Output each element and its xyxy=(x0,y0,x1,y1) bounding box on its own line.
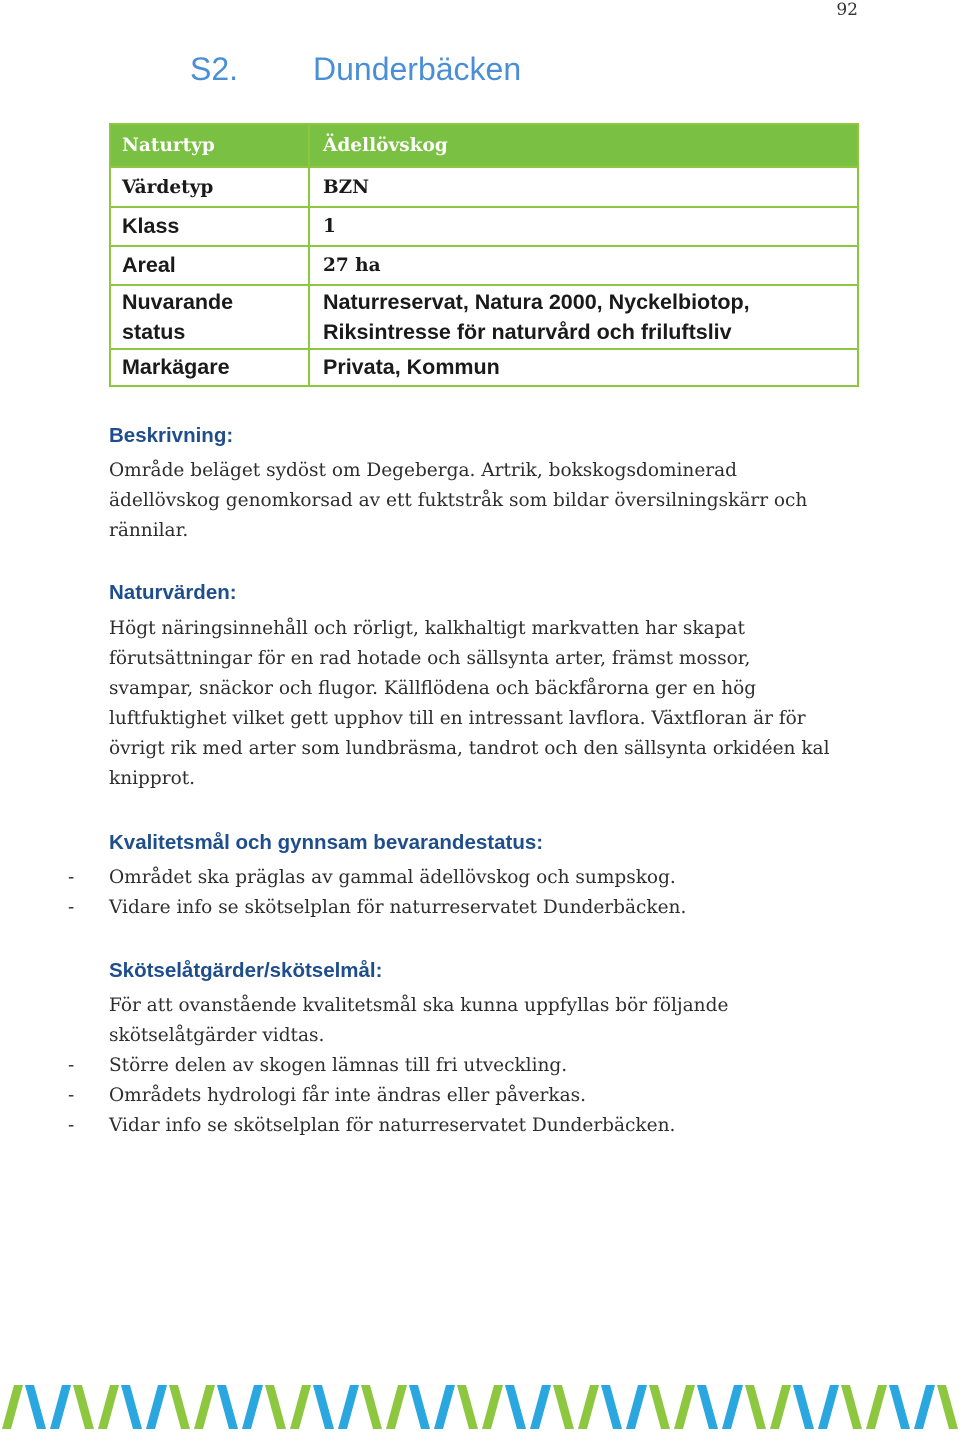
row-label-cell xyxy=(111,208,310,245)
row-value: 1 xyxy=(323,216,336,237)
row-label: Markägare xyxy=(122,355,230,379)
row-label: Klass xyxy=(122,214,180,238)
list-marker: - xyxy=(68,1055,75,1076)
row-label: Nuvarande status xyxy=(122,290,234,344)
kvalitetsmal-heading: Kvalitetsmål och gynnsam bevarandestatus: xyxy=(109,831,544,854)
table-row xyxy=(111,348,857,385)
list-item-text: Vidare info se skötselplan för naturreservatet Dunderbäcken. xyxy=(109,897,687,918)
list-item xyxy=(68,893,687,923)
row-value: Naturreservat, Natura 2000, Nyckelbiotop, Riksintresse för naturvård och friluftsliv xyxy=(323,290,750,344)
row-value-cell xyxy=(310,208,857,245)
list-marker: - xyxy=(68,1085,75,1106)
text-line: Område beläget sydöst om Degeberga. Artrik, bokskogsdominerad xyxy=(109,460,737,481)
skotsel-heading: Skötselåtgärder/skötselmål: xyxy=(109,959,383,982)
text-line: ädellövskog genomkorsad av ett fuktstråk som bildar översilningskärr och xyxy=(109,490,808,511)
row-value: 27 ha xyxy=(323,255,381,276)
table-row xyxy=(111,284,857,348)
row-value: BZN xyxy=(323,176,370,198)
row-value-cell xyxy=(310,168,857,206)
list-item-text: Större delen av skogen lämnas till fri utveckling. xyxy=(109,1055,568,1076)
text-line: knipprot. xyxy=(109,768,196,789)
table-header-value: Ädellövskog xyxy=(323,135,448,156)
text-line: övrigt rik med arter som lundbräsma, tandrot och den sällsynta orkidéen kal xyxy=(109,738,830,759)
list-item-text: Områdets hydrologi får inte ändras eller påverkas. xyxy=(109,1085,586,1106)
row-value-cell xyxy=(310,247,857,284)
list-item xyxy=(68,1051,728,1081)
table-header-label-cell xyxy=(111,125,310,166)
table-row xyxy=(111,206,857,245)
list-marker: - xyxy=(68,1115,75,1136)
row-label-cell xyxy=(111,350,310,385)
beskrivning-text xyxy=(109,456,807,546)
text-line: För att ovanstående kvalitetsmål ska kunna uppfyllas bör följande xyxy=(109,995,729,1016)
row-value: Privata, Kommun xyxy=(323,355,500,379)
list-marker: - xyxy=(68,867,75,888)
section-number: S2. xyxy=(190,51,239,87)
row-value-cell xyxy=(310,286,857,348)
table-row xyxy=(111,166,857,206)
text-line: förutsättningar för en rad hotade och sällsynta arter, främst mossor, xyxy=(109,648,751,669)
text-line: skötselåtgärder vidtas. xyxy=(109,1025,325,1046)
skotsel-text xyxy=(68,991,729,1141)
list-item xyxy=(68,863,686,893)
text-line: luftfuktighet vilket gett upphov till en intressant lavflora. Växtfloran är för xyxy=(109,708,806,729)
table-header-value-cell xyxy=(310,125,857,166)
list-marker: - xyxy=(68,897,75,918)
list-item-text: Vidar info se skötselplan för naturreservatet Dunderbäcken. xyxy=(109,1115,676,1136)
list-item xyxy=(68,1111,728,1141)
table-header-row xyxy=(111,125,857,166)
row-label: Värdetyp xyxy=(122,176,214,198)
table-row xyxy=(111,245,857,284)
row-label-cell xyxy=(111,168,310,206)
footer-pattern xyxy=(0,1382,960,1432)
area-facts-table xyxy=(109,123,859,387)
beskrivning-heading: Beskrivning: xyxy=(109,424,234,447)
text-line: svampar, snäckor och flugor. Källflödena och bäckfårorna ger en hög xyxy=(109,678,757,699)
table-header-label: Naturtyp xyxy=(122,135,215,156)
page-title: Dunderbäcken xyxy=(313,51,522,87)
row-label-cell xyxy=(111,247,310,284)
text-line: Högt näringsinnehåll och rörligt, kalkhaltigt markvatten har skapat xyxy=(109,618,745,639)
list-item xyxy=(68,1081,728,1111)
row-label-cell xyxy=(111,286,310,348)
kvalitetsmal-list xyxy=(68,863,687,923)
naturvarden-text xyxy=(109,614,830,794)
row-label: Areal xyxy=(122,253,176,277)
naturvarden-heading: Naturvärden: xyxy=(109,581,237,604)
row-value-cell xyxy=(310,350,857,385)
page-number: 92 xyxy=(836,0,858,20)
text-line: rännilar. xyxy=(109,520,189,541)
footer-band xyxy=(0,1382,960,1432)
list-item-text: Området ska präglas av gammal ädellövskog och sumpskog. xyxy=(109,867,676,888)
